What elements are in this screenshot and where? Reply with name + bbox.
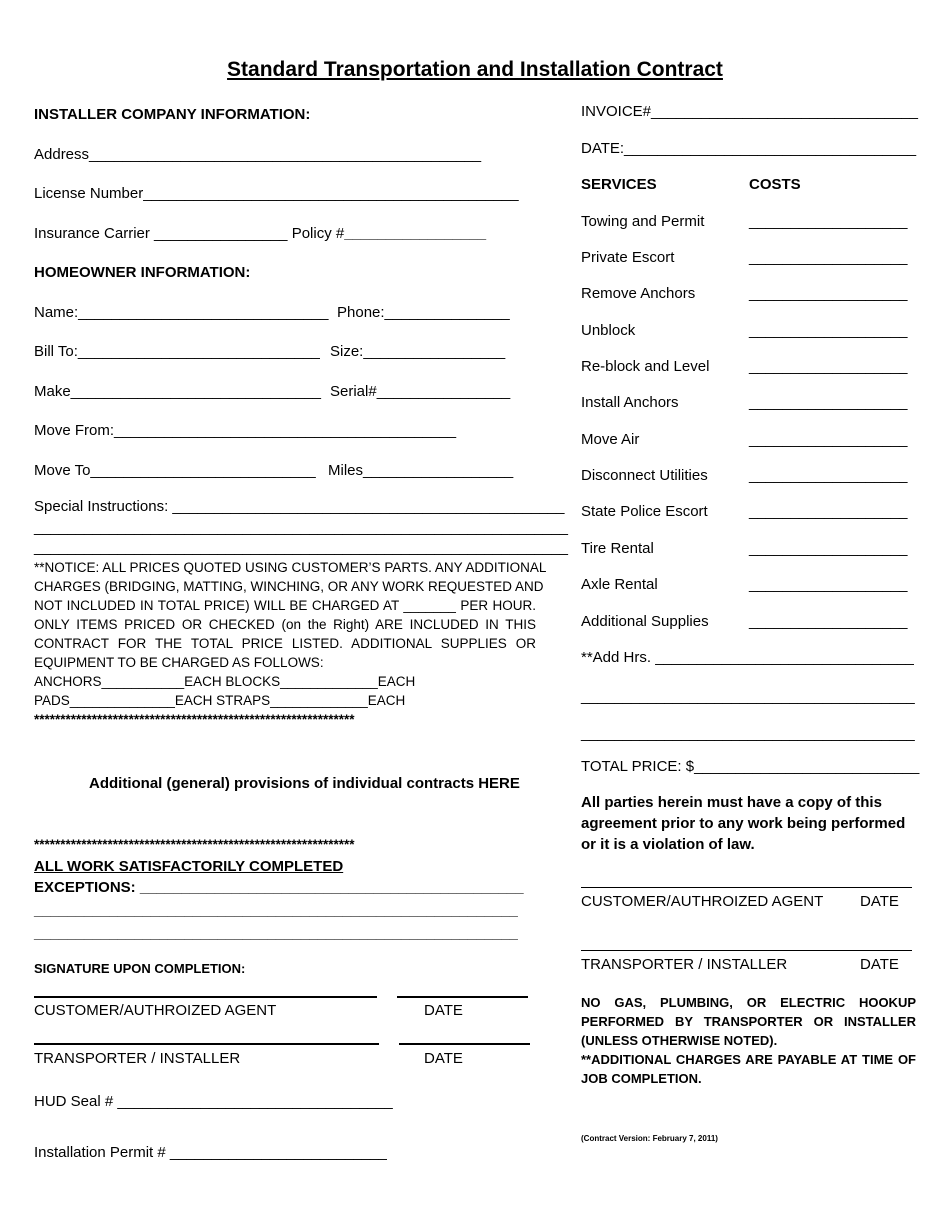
service-label: State Police Escort xyxy=(581,503,708,520)
cost-field[interactable]: ___________________ xyxy=(749,540,908,557)
copy-notice-line: All parties herein must have a copy of this xyxy=(581,794,882,811)
page-title: Standard Transportation and Installation Contract xyxy=(227,58,723,81)
insurance-carrier-field[interactable] xyxy=(34,225,486,242)
move-from-field[interactable]: Move From:_________________________________________ xyxy=(34,422,457,439)
notice-line: CONTRACT FOR THE TOTAL PRICE LISTED. ADDITIONAL SUPPLIES OR xyxy=(34,636,536,651)
notice-line: EQUIPMENT TO BE CHARGED AS FOLLOWS: xyxy=(34,655,324,670)
insurance-policy-label: Insurance Carrier ________________ Policy # xyxy=(34,225,345,242)
service-label: Move Air xyxy=(581,431,640,448)
transporter-date-line[interactable] xyxy=(399,1043,530,1045)
services-header: SERVICES xyxy=(581,176,657,193)
copy-notice-line: agreement prior to any work being performed xyxy=(581,815,906,832)
costs-header: COSTS xyxy=(749,176,801,193)
cost-field[interactable]: ___________________ xyxy=(749,431,908,448)
separator-stars: ************************************************************* xyxy=(34,837,355,852)
notice-line: **NOTICE: ALL PRICES QUOTED USING CUSTOMER’S PARTS. ANY ADDITIONAL xyxy=(34,560,547,575)
blank-line[interactable]: ________________________________________ xyxy=(581,725,915,742)
provisions-placeholder: Additional (general) provisions of individual contracts HERE xyxy=(89,775,520,792)
make-field[interactable]: Make______________________________ xyxy=(34,383,321,400)
service-label: Install Anchors xyxy=(581,394,679,411)
phone-field[interactable]: Phone:_______________ xyxy=(337,304,510,321)
service-label: Towing and Permit xyxy=(581,213,705,230)
service-label: Private Escort xyxy=(581,249,675,266)
special-instructions-line[interactable]: ________________________________________________________________ xyxy=(34,519,568,536)
hud-seal-field[interactable]: HUD Seal # _________________________________ xyxy=(34,1093,393,1110)
pads-straps-row[interactable]: PADS______________EACH STRAPS_____________EACH xyxy=(34,693,406,708)
miles-field[interactable]: Miles__________________ xyxy=(328,462,514,479)
signature-section-header: SIGNATURE UPON COMPLETION: xyxy=(34,961,246,976)
customer-agent-label: CUSTOMER/AUTHROIZED AGENT xyxy=(581,893,824,910)
special-instructions-field[interactable]: Special Instructions: _______________________________________________ xyxy=(34,498,565,515)
transporter-label: TRANSPORTER / INSTALLER xyxy=(581,956,788,973)
homeowner-section-header: HOMEOWNER INFORMATION: xyxy=(34,264,251,281)
cost-field[interactable]: ___________________ xyxy=(749,613,908,630)
service-label: Tire Rental xyxy=(581,540,654,557)
work-completed-heading: ALL WORK SATISFACTORILY COMPLETED xyxy=(34,858,344,875)
service-label: Remove Anchors xyxy=(581,285,696,302)
exceptions-line[interactable]: __________________________________________________________ xyxy=(34,902,518,919)
total-price-field[interactable]: TOTAL PRICE: $___________________________ xyxy=(581,758,920,775)
policy-number-line[interactable]: _________________ xyxy=(344,225,487,242)
service-label: Unblock xyxy=(581,322,636,339)
bottom-note-line: PERFORMED BY TRANSPORTER OR INSTALLER xyxy=(581,1014,916,1029)
date-label: DATE xyxy=(860,956,899,973)
customer-date-line[interactable] xyxy=(397,996,528,998)
cost-field[interactable]: ___________________ xyxy=(749,213,908,230)
exceptions-field[interactable]: EXCEPTIONS: ______________________________________________ xyxy=(34,879,524,896)
transporter-signature-line[interactable] xyxy=(34,1043,379,1045)
move-to-field[interactable]: Move To___________________________ xyxy=(34,462,316,479)
cost-field[interactable]: ___________________ xyxy=(749,358,908,375)
date-field[interactable]: DATE:___________________________________ xyxy=(581,140,917,157)
copy-notice xyxy=(581,792,905,855)
cost-field[interactable]: ___________________ xyxy=(749,503,908,520)
date-label: DATE xyxy=(860,893,899,910)
bottom-note-line: (UNLESS OTHERWISE NOTED). xyxy=(581,1033,778,1048)
bottom-note-line: **ADDITIONAL CHARGES ARE PAYABLE AT TIME OF xyxy=(581,1052,916,1067)
notice-line: ONLY ITEMS PRICED OR CHECKED (on the Right) ARE INCLUDED IN THIS xyxy=(34,617,536,632)
name-field[interactable]: Name:______________________________ xyxy=(34,304,329,321)
copy-notice-line: or it is a violation of law. xyxy=(581,836,755,853)
cost-field[interactable]: ___________________ xyxy=(749,576,908,593)
cost-field[interactable]: ___________________ xyxy=(749,467,908,484)
installation-permit-field[interactable]: Installation Permit # __________________________ xyxy=(34,1144,387,1161)
anchors-blocks-row[interactable]: ANCHORS___________EACH BLOCKS_____________EACH xyxy=(34,674,416,689)
license-number-field[interactable]: License Number_____________________________________________ xyxy=(34,185,519,202)
service-label: Axle Rental xyxy=(581,576,658,593)
cost-field[interactable]: ___________________ xyxy=(749,394,908,411)
special-instructions-line[interactable]: ________________________________________________________________ xyxy=(34,539,568,556)
exceptions-line[interactable]: __________________________________________________________ xyxy=(34,925,518,942)
customer-signature-line[interactable] xyxy=(34,996,377,998)
serial-field[interactable]: Serial#________________ xyxy=(330,383,511,400)
service-label: Re-block and Level xyxy=(581,358,710,375)
date-label: DATE xyxy=(424,1050,463,1067)
notice-line: CHARGES (BRIDGING, MATTING, WINCHING, OR ANY WORK REQUESTED AND xyxy=(34,579,544,594)
service-label: Disconnect Utilities xyxy=(581,467,708,484)
bottom-note-line: JOB COMPLETION. xyxy=(581,1071,702,1086)
add-hours-field[interactable]: **Add Hrs. _______________________________ xyxy=(581,649,914,666)
blank-line[interactable]: ________________________________________ xyxy=(581,688,915,705)
transporter-label: TRANSPORTER / INSTALLER xyxy=(34,1050,241,1067)
bill-to-field[interactable]: Bill To:_____________________________ xyxy=(34,343,320,360)
cost-field[interactable]: ___________________ xyxy=(749,322,908,339)
customer-agent-label: CUSTOMER/AUTHROIZED AGENT xyxy=(34,1002,277,1019)
notice-line: NOT INCLUDED IN TOTAL PRICE) WILL BE CHARGED AT _______ PER HOUR. xyxy=(34,598,536,613)
cost-field[interactable]: ___________________ xyxy=(749,249,908,266)
customer-signature-line[interactable] xyxy=(581,887,912,888)
service-label: Additional Supplies xyxy=(581,613,709,630)
invoice-field[interactable]: INVOICE#________________________________ xyxy=(581,103,918,120)
cost-field[interactable]: ___________________ xyxy=(749,285,908,302)
separator-stars: ************************************************************* xyxy=(34,712,355,727)
address-field[interactable]: Address_______________________________________________ xyxy=(34,146,482,163)
size-field[interactable]: Size:_________________ xyxy=(330,343,506,360)
contract-version: (Contract Version: February 7, 2011) xyxy=(581,1134,718,1143)
date-label: DATE xyxy=(424,1002,463,1019)
bottom-note-line: NO GAS, PLUMBING, OR ELECTRIC HOOKUP xyxy=(581,995,916,1010)
transporter-signature-line[interactable] xyxy=(581,950,912,951)
installer-section-header: INSTALLER COMPANY INFORMATION: xyxy=(34,106,311,123)
